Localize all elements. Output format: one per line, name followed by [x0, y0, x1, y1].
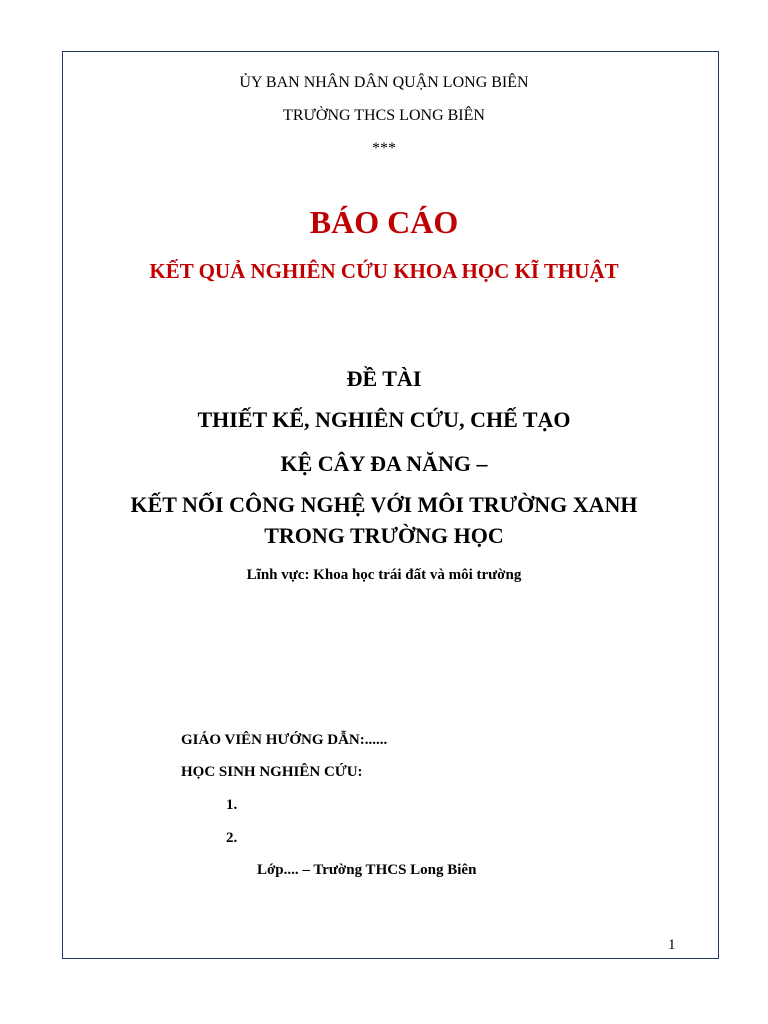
- report-subtitle: KẾT QUẢ NGHIÊN CỨU KHOA HỌC KĨ THUẬT: [149, 259, 619, 283]
- advisor-label: GIÁO VIÊN HƯỚNG DẪN:......: [181, 732, 388, 748]
- page-number: 1: [668, 937, 676, 953]
- school-name: TRƯỜNG THCS LONG BIÊN: [283, 107, 485, 124]
- topic-line: THIẾT KẾ, NGHIÊN CỨU, CHẾ TẠO: [197, 407, 571, 432]
- separator: ***: [372, 140, 396, 157]
- topic-line: KẾT NỐI CÔNG NGHỆ VỚI MÔI TRƯỜNG XANH: [130, 492, 638, 517]
- agency-name: ỦY BAN NHÂN DÂN QUẬN LONG BIÊN: [239, 74, 529, 91]
- topic-line: TRONG TRƯỜNG HỌC: [264, 523, 504, 548]
- students-label: HỌC SINH NGHIÊN CỨU:: [181, 764, 363, 780]
- student-item: 1.: [226, 797, 238, 813]
- research-field: Lĩnh vực: Khoa học trái đất và môi trường: [246, 567, 522, 583]
- student-item: 2.: [226, 830, 238, 846]
- topic-heading: ĐỀ TÀI: [346, 366, 422, 391]
- report-title: BÁO CÁO: [309, 204, 459, 240]
- topic-line: KỆ CÂY ĐA NĂNG –: [280, 451, 488, 476]
- class-school-line: Lớp.... – Trường THCS Long Biên: [257, 862, 477, 878]
